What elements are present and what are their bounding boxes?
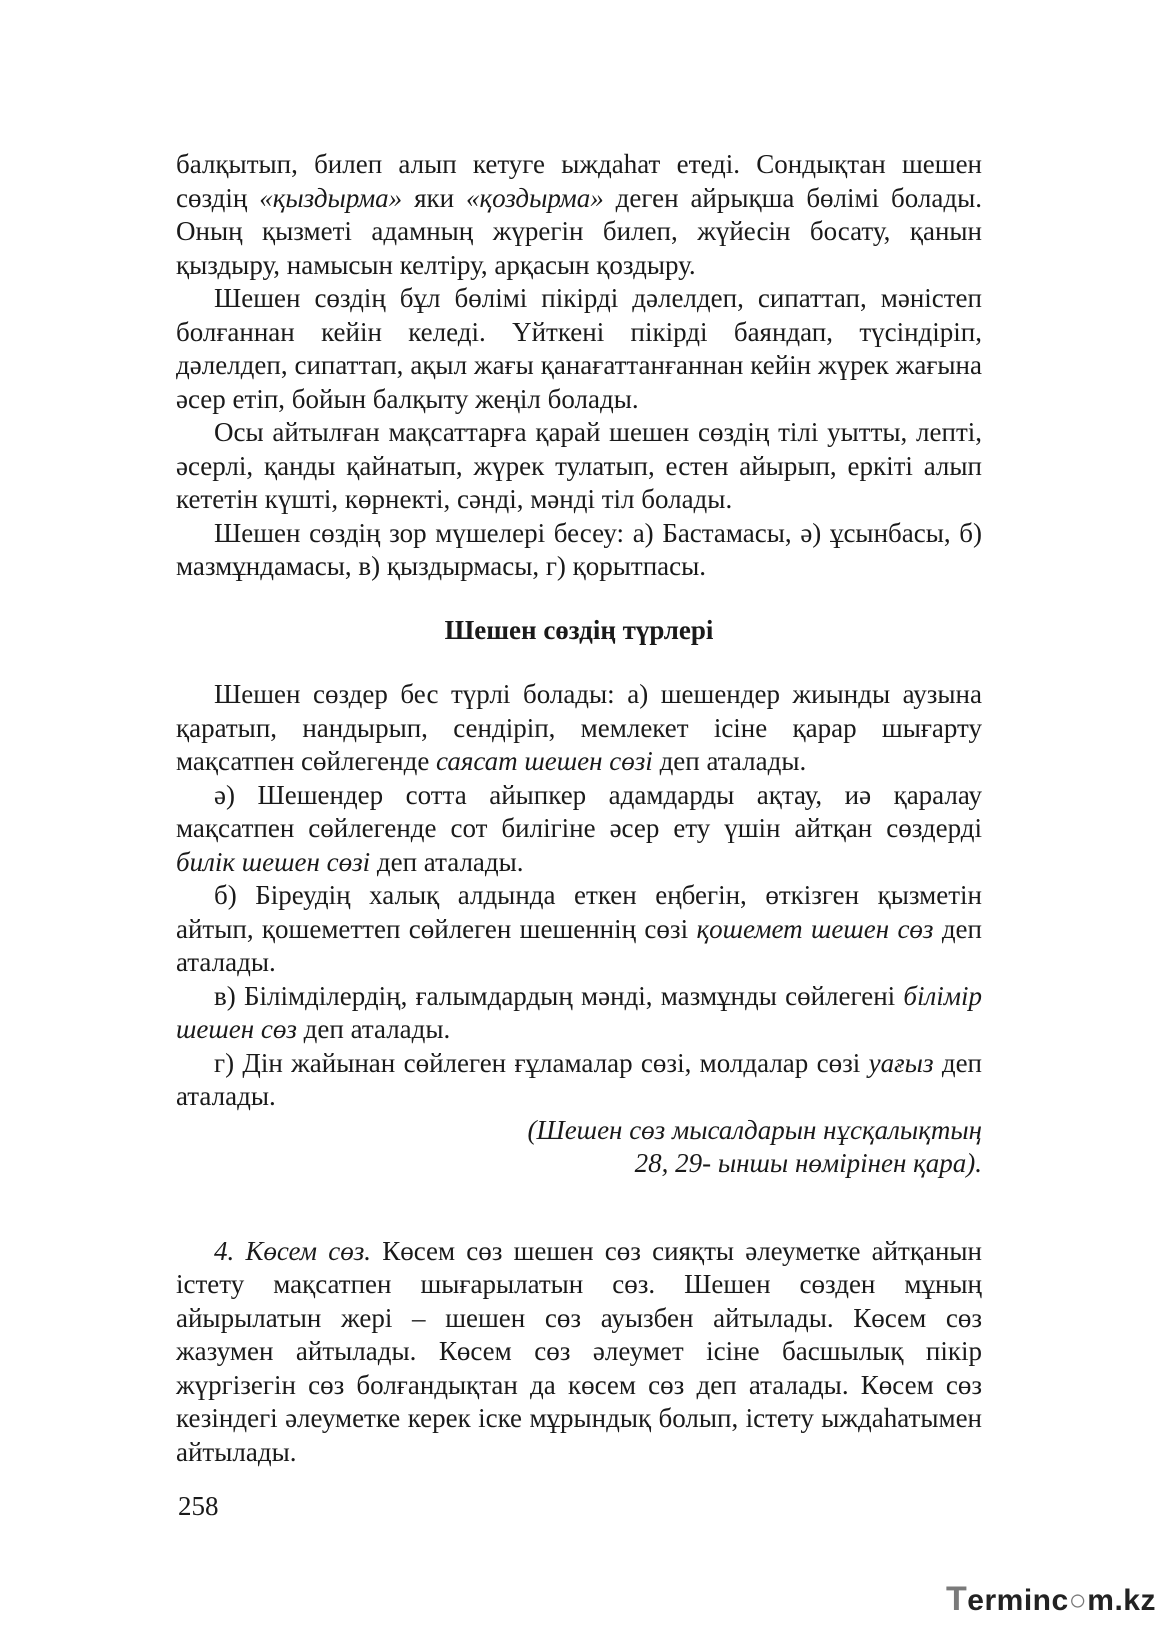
paragraph-9 bbox=[176, 1047, 982, 1114]
magnifier-icon: ○ bbox=[1068, 1584, 1088, 1617]
text: в) Білімділердің, ғалымдардың мәнді, мазмұнды сөйлегені bbox=[214, 980, 904, 1011]
italic-term: «қоздырма» bbox=[465, 182, 604, 213]
paragraph-4: Шешен сөздің зор мүшелері бесеу: а) Бастамасы, ә) ұсынбасы, б) мазмұндамасы, в) қыздырмасы, г) қорытпасы. bbox=[176, 517, 982, 581]
text: деп аталады. bbox=[176, 1047, 983, 1111]
text: б) Біреудің халық алдында еткен еңбегін, өткізген қызметін айтып, қошеметтеп сөйлеген шешеннің сөзі bbox=[176, 880, 982, 944]
text: яки bbox=[402, 182, 466, 213]
italic-term: саясат шешен сөзі bbox=[436, 746, 653, 776]
paragraph-6 bbox=[176, 779, 982, 880]
italic-term: уағыз bbox=[868, 1047, 934, 1078]
italic-term: билік шешен сөзі bbox=[176, 846, 371, 877]
reference-note bbox=[176, 1114, 982, 1181]
text: г) Дін жайынан сөйлеген ғұламалар сөзі, молдалар сөзі bbox=[214, 1047, 869, 1078]
text: балқытып, билеп алып кетуге ыждаһат етеді. Сондықтан шешен сөздің bbox=[176, 149, 982, 213]
paragraph-3: Осы айтылған мақсаттарға қарай шешен сөздің тілі уытты, лепті, әсерлі, қанды қайнатып, жүрек тулатып, естен айырып, еркіті алып кететін күшті, көрнекті, сәнді, мәнді тіл болады. bbox=[176, 417, 982, 514]
paragraph-1 bbox=[176, 148, 982, 282]
italic-term: 4. Көсем сөз. bbox=[214, 1235, 371, 1266]
paragraph-2: Шешен сөздің бұл бөлімі пікірді дәлелдеп, сипаттап, мәністеп болғаннан кейін келеді. Үйткені пікірді баяндап, түсіндіріп, дәлелдеп, сипаттап, ақыл жағы қанағаттанғаннан кейін жүрек жағына әсер етіп, бойын балқыту жеңіл болады. bbox=[176, 283, 982, 414]
text: Шешен сөздер бес түрлі болады: а) шешендер жиынды аузына қаратып, нандырып, сендіріп, мемлекет ісіне қарар шығарту мақсатпен сөйлегенде bbox=[176, 679, 982, 776]
text: Көсем сөз шешен сөз сияқты әлеуметке айтқанын істету мақсатпен шығарылатын сөз. Шешен сөзден мұның айырылатын жері – шешен сөз ауызбен айтылады. Көсем сөз жазумен айтылады. Көсем сөз әлеумет ісіне басшылық пікір жүргізегін сөз болғандықтан да көсем сөз деп аталады. Көсем сөз кезіндегі әлеуметке керек іске мұрындық болып, істету ыждаһатымен айтылады. bbox=[176, 1235, 982, 1467]
logo-text: m.kz bbox=[1087, 1584, 1156, 1617]
italic-term: білімір шешен сөз bbox=[176, 980, 982, 1044]
page-body bbox=[176, 148, 982, 1469]
section-heading: Шешен сөздің түрлері bbox=[444, 614, 714, 645]
logo-letter: T bbox=[946, 1580, 968, 1618]
logo-text: erminc bbox=[967, 1584, 1069, 1617]
text: деген айрықша бөлімі болады. Оның қызметі адамның жүрегін билеп, жүйесін босату, қанын қыздыру, намысын келтіру, арқасын қоздыру. bbox=[176, 182, 982, 280]
text: деп аталады. bbox=[176, 913, 982, 977]
text: деп аталады. bbox=[296, 1014, 451, 1044]
termincom-logo bbox=[946, 1580, 1156, 1619]
paragraph-10 bbox=[176, 1235, 982, 1470]
italic-term: қошемет шешен сөз bbox=[696, 913, 934, 944]
reference-line-1: (Шешен сөз мысалдарын нұсқалықтың bbox=[527, 1114, 982, 1145]
text: деп аталады. bbox=[652, 746, 807, 776]
paragraph-5 bbox=[176, 678, 982, 779]
text: деп аталады. bbox=[370, 846, 524, 877]
paragraph-8 bbox=[176, 980, 982, 1047]
text: ә) Шешендер сотта айыпкер адамдарды ақтау, иә қаралау мақсатпен сөйлегенде сот билігіне әсер ету үшін айтқан сөздерді bbox=[176, 779, 982, 843]
italic-term: «қыздырма» bbox=[259, 182, 403, 213]
page-number: 258 bbox=[178, 1491, 219, 1521]
reference-line-2: 28, 29- ыншы нөмірінен қара). bbox=[634, 1148, 982, 1178]
paragraph-7 bbox=[176, 879, 982, 980]
